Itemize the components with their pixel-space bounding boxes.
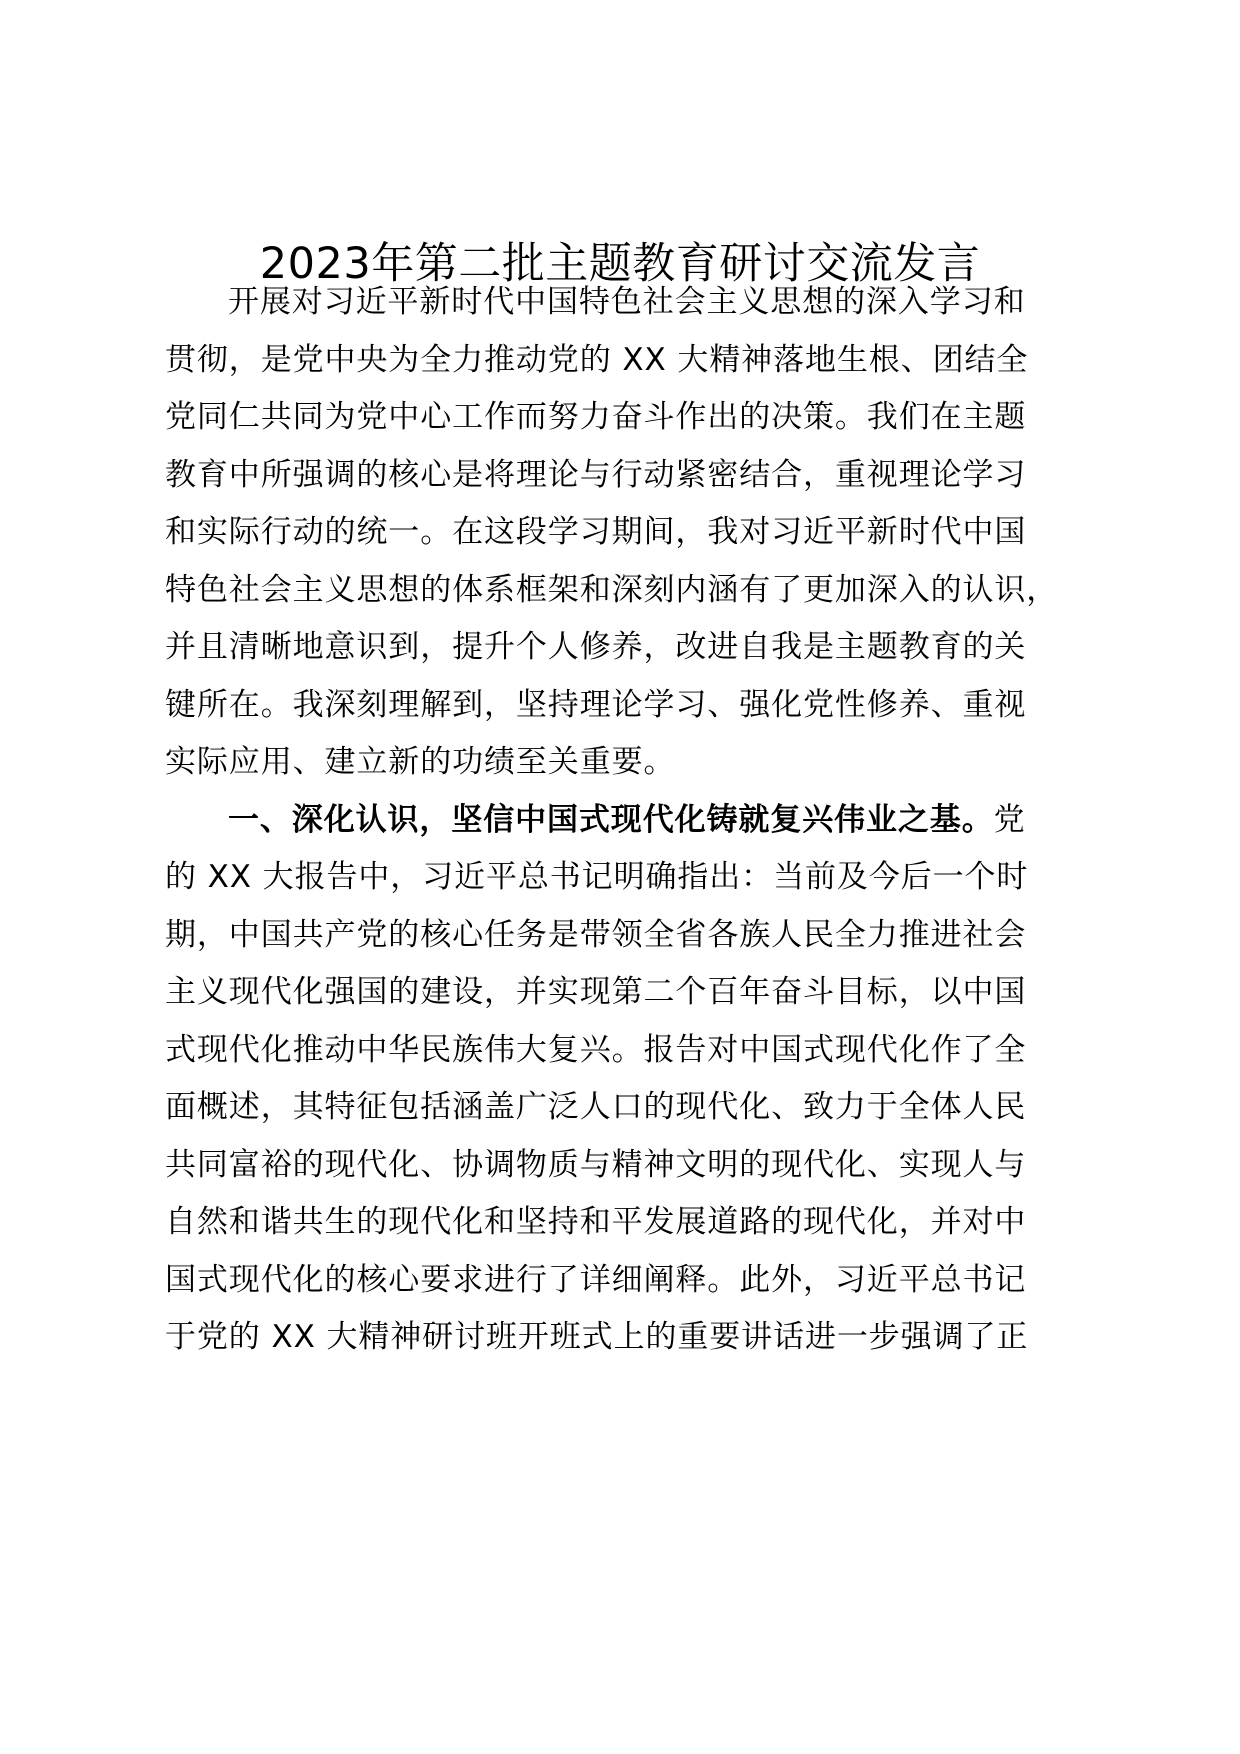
paragraph-line: 于党的 XX 大精神研讨班开班式上的重要讲话进一步强调了正 xyxy=(165,1319,1029,1355)
paragraph-line: 面概述，其特征包括涵盖广泛人口的现代化、致力于全体人民 xyxy=(165,1089,1027,1125)
paragraph-line: 特色社会主义思想的体系框架和深刻内涵有了更加深入的认识， xyxy=(165,572,1059,608)
section-heading-line xyxy=(228,800,1026,840)
paragraph-line: 开展对习近平新时代中国特色社会主义思想的深入学习和 xyxy=(228,284,1026,320)
paragraph-line: 教育中所强调的核心是将理论与行动紧密结合，重视理论学习 xyxy=(165,457,1027,493)
section-heading-tail: 党 xyxy=(993,802,1026,838)
document-title: 2023年第二批主题教育研讨交流发言 xyxy=(259,239,981,289)
paragraph-line: 贯彻，是党中央为全力推动党的 XX 大精神落地生根、团结全 xyxy=(165,342,1029,378)
paragraph-line: 国式现代化的核心要求进行了详细阐释。此外，习近平总书记 xyxy=(165,1262,1027,1298)
paragraph-line: 和实际行动的统一。在这段学习期间，我对习近平新时代中国 xyxy=(165,514,1027,550)
paragraph-line: 式现代化推动中华民族伟大复兴。报告对中国式现代化作了全 xyxy=(165,1032,1027,1068)
paragraph-line: 党同仁共同为党中心工作而努力奋斗作出的决策。我们在主题 xyxy=(165,399,1027,435)
paragraph-line: 键所在。我深刻理解到，坚持理论学习、强化党性修养、重视 xyxy=(165,687,1027,723)
paragraph-line: 共同富裕的现代化、协调物质与精神文明的现代化、实现人与 xyxy=(165,1147,1027,1183)
paragraph-line: 主义现代化强国的建设，并实现第二个百年奋斗目标，以中国 xyxy=(165,974,1027,1010)
paragraph-line: 并且清晰地意识到，提升个人修养，改进自我是主题教育的关 xyxy=(165,629,1027,665)
paragraph-line: 自然和谐共生的现代化和坚持和平发展道路的现代化，并对中 xyxy=(165,1204,1027,1240)
section-heading: 一、深化认识，坚信中国式现代化铸就复兴伟业之基。 xyxy=(228,802,994,838)
paragraph-line: 实际应用、建立新的功绩至关重要。 xyxy=(165,744,676,780)
paragraph-line: 期，中国共产党的核心任务是带领全省各族人民全力推进社会 xyxy=(165,917,1027,953)
paragraph-line: 的 XX 大报告中，习近平总书记明确指出：当前及今后一个时 xyxy=(165,859,1029,895)
